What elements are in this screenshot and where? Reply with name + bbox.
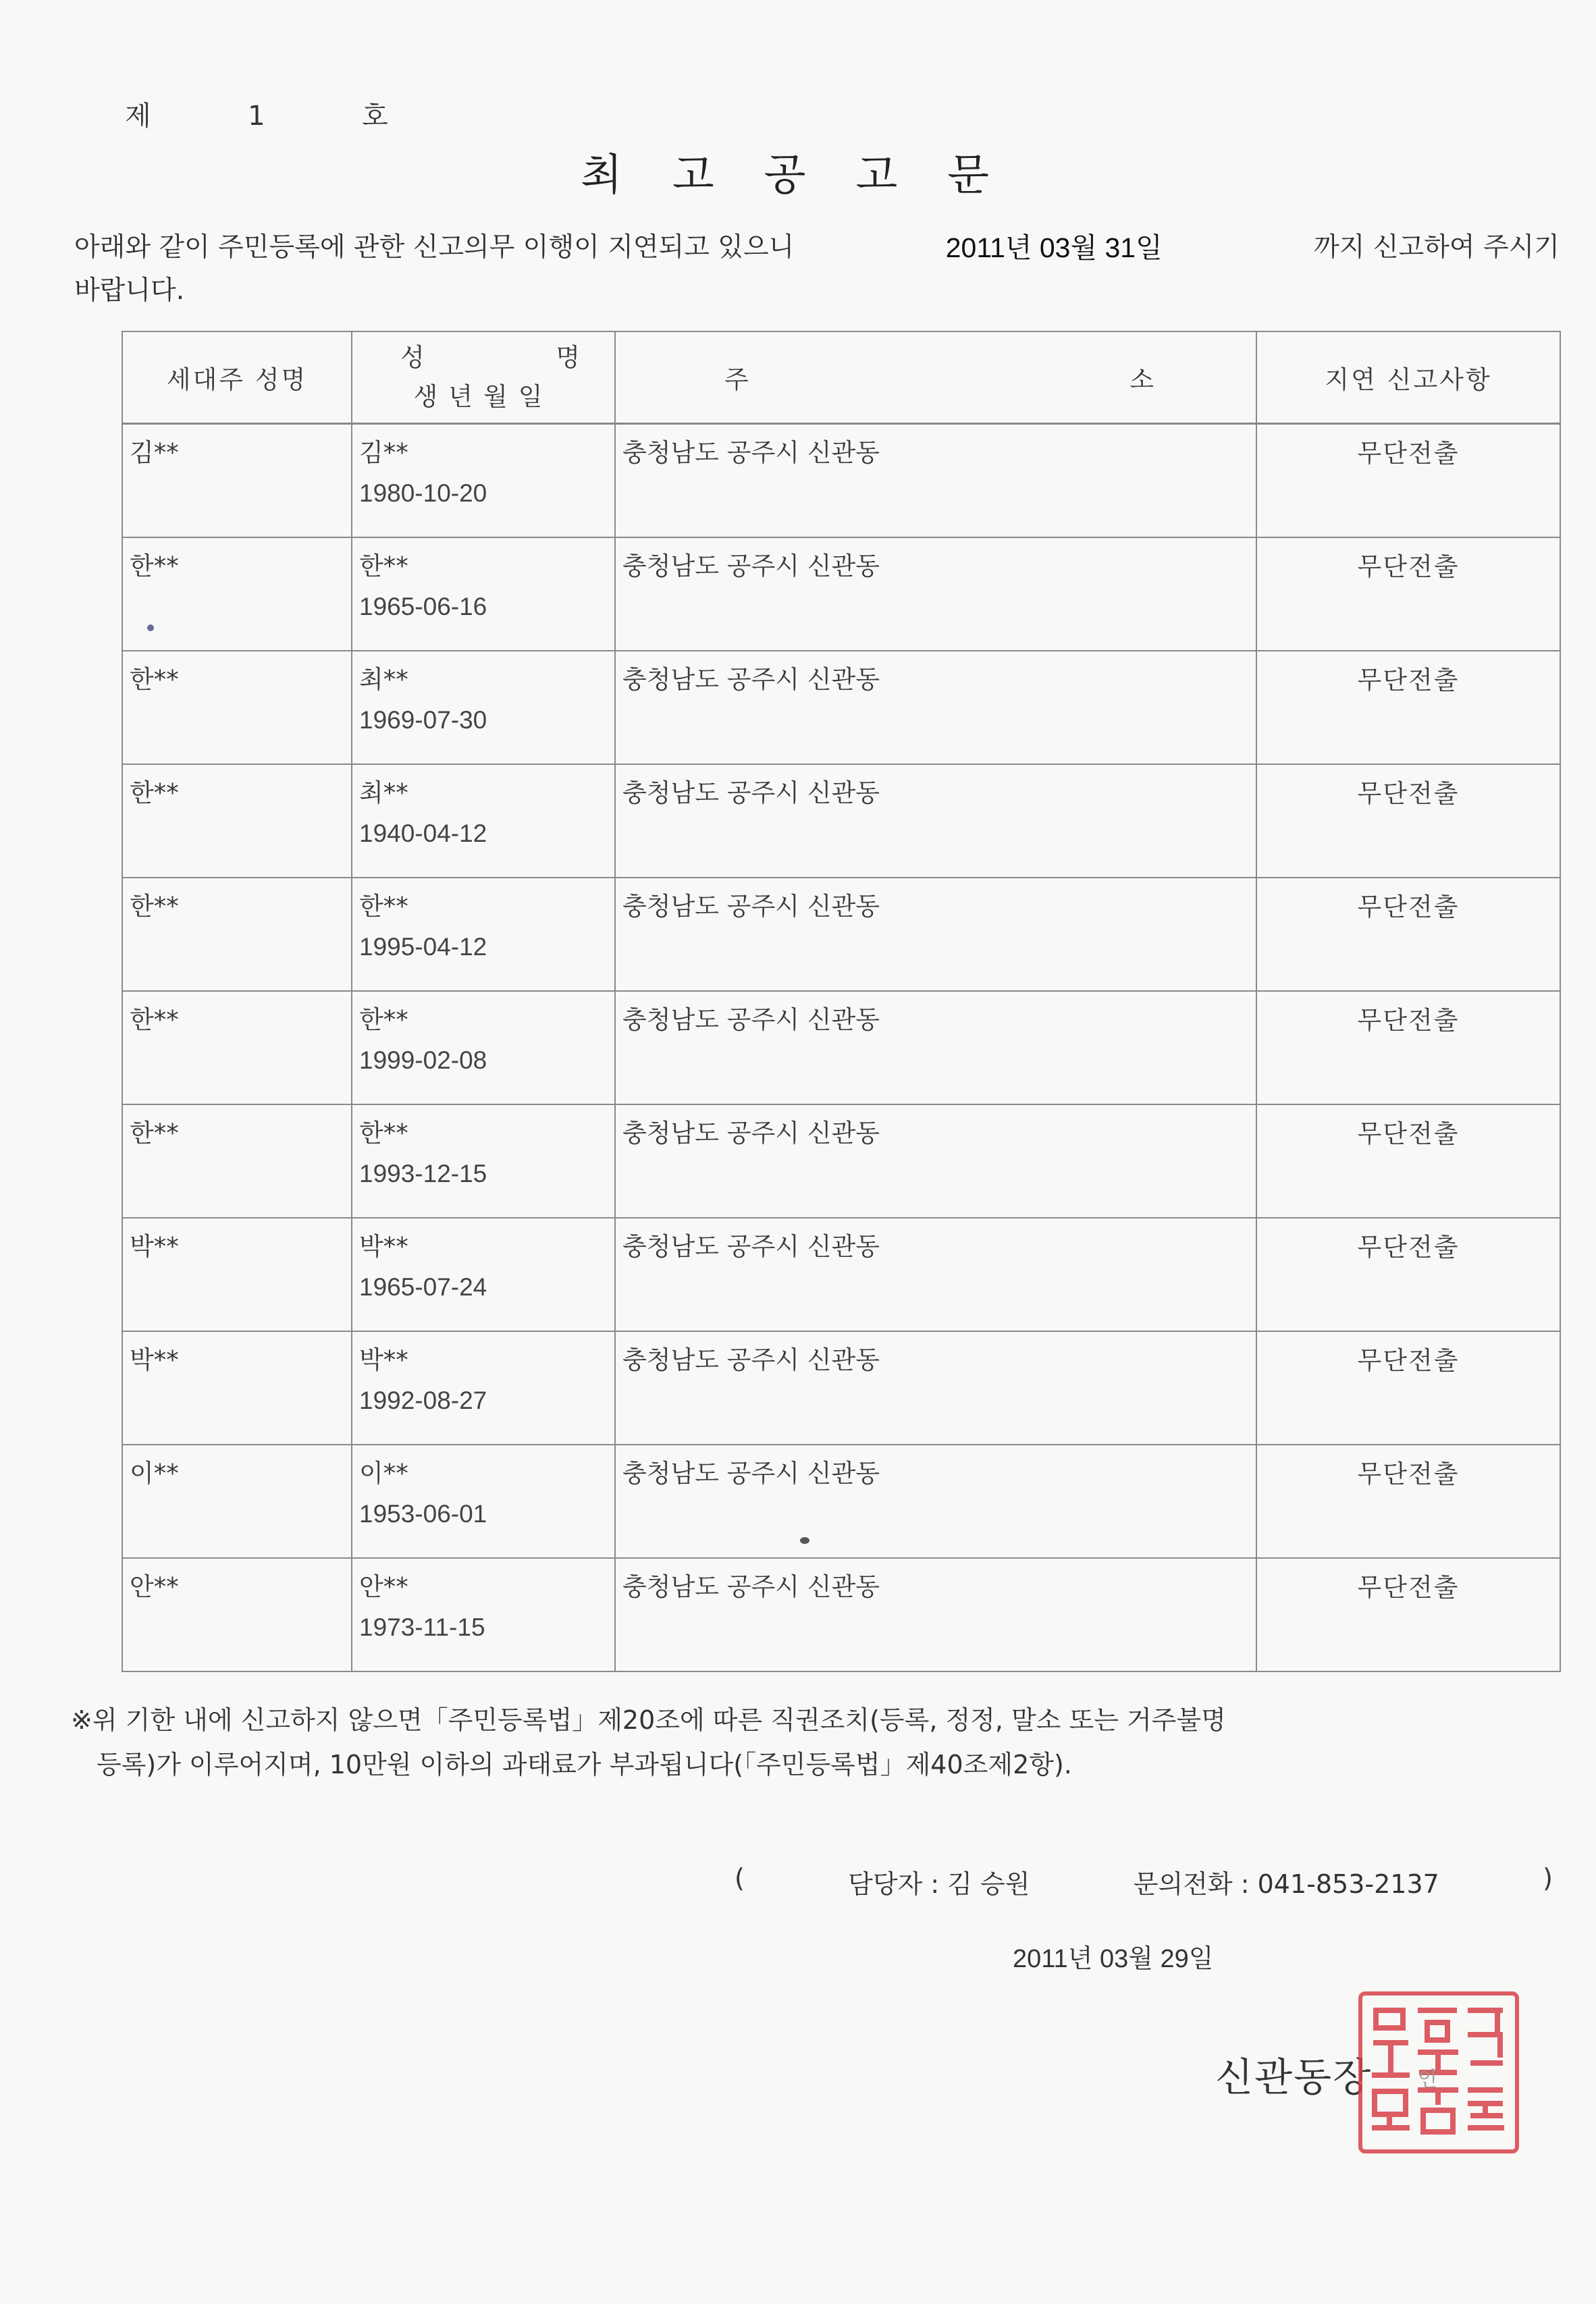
person-name: 한** bbox=[359, 1119, 408, 1148]
table-row bbox=[122, 764, 1560, 878]
householder-cell bbox=[122, 537, 352, 651]
person-name: 최** bbox=[359, 665, 408, 694]
householder-cell bbox=[122, 878, 352, 991]
householder-name: 한** bbox=[130, 892, 179, 921]
householder-name: 김** bbox=[130, 438, 179, 467]
intro-paragraph bbox=[74, 226, 1560, 313]
signer-title: 신관동장 bbox=[1215, 2054, 1373, 2100]
birth-date: 1973-11-15 bbox=[359, 1613, 485, 1641]
intro-text-start: 아래와 같이 주민등록에 관한 신고의무 이행이 지연되고 있으니 bbox=[74, 232, 795, 263]
address-cell bbox=[615, 1331, 1256, 1445]
table-row bbox=[122, 991, 1560, 1104]
table-row bbox=[122, 651, 1560, 764]
legal-note-line1: ※위 기한 내에 신고하지 않으면「주민등록법」제20조에 따른 직권조치(등록, 정정, 말소 또는 거주불명 bbox=[71, 1705, 1226, 1735]
header-birth: 생년월일 bbox=[413, 382, 554, 411]
householder-name: 한** bbox=[130, 778, 179, 807]
householder-cell bbox=[122, 651, 352, 764]
reason-text: 무단전출 bbox=[1357, 1573, 1460, 1602]
address-text: 충청남도 공주시 신관동 bbox=[622, 1232, 880, 1261]
header-name-surname: 성 bbox=[400, 343, 425, 372]
reason-text: 무단전출 bbox=[1357, 1119, 1460, 1148]
address-cell bbox=[615, 1104, 1256, 1218]
header-name-given: 명 bbox=[556, 343, 580, 372]
doc-number-suffix: 호 bbox=[361, 101, 388, 132]
reason-cell bbox=[1256, 537, 1560, 651]
birth-date: 1992-08-27 bbox=[359, 1387, 487, 1414]
householder-cell bbox=[122, 1331, 352, 1445]
doc-number-value: 1 bbox=[248, 101, 265, 132]
householder-cell bbox=[122, 764, 352, 878]
householder-name: 이** bbox=[130, 1459, 179, 1488]
householder-cell bbox=[122, 1218, 352, 1331]
householder-name: 안** bbox=[130, 1572, 179, 1601]
intro-text-line2: 바랍니다. bbox=[74, 275, 185, 306]
householder-name: 한** bbox=[130, 665, 179, 694]
contact-close-paren: ) bbox=[1543, 1863, 1553, 1893]
reason-text: 무단전출 bbox=[1357, 666, 1460, 695]
birth-date: 1965-07-24 bbox=[359, 1273, 487, 1301]
householder-name: 한** bbox=[130, 1005, 179, 1034]
page-title: 최고공고문 bbox=[581, 151, 1040, 200]
name-birth-cell bbox=[352, 764, 615, 878]
address-text: 충청남도 공주시 신관동 bbox=[622, 1572, 880, 1601]
document-number bbox=[125, 95, 388, 133]
birth-date: 1995-04-12 bbox=[359, 933, 487, 961]
address-text: 충청남도 공주시 신관동 bbox=[622, 665, 880, 694]
reason-cell bbox=[1256, 424, 1560, 538]
address-text: 충청남도 공주시 신관동 bbox=[622, 1459, 880, 1488]
reason-text: 무단전출 bbox=[1357, 439, 1460, 468]
person-name: 박** bbox=[359, 1232, 408, 1261]
table-row bbox=[122, 1218, 1560, 1331]
reason-cell bbox=[1256, 1445, 1560, 1558]
scan-speck bbox=[800, 1537, 809, 1544]
householder-cell bbox=[122, 1558, 352, 1671]
name-birth-cell bbox=[352, 537, 615, 651]
householder-cell bbox=[122, 991, 352, 1104]
legal-note bbox=[71, 1698, 1556, 1787]
person-name: 김** bbox=[359, 438, 408, 467]
address-cell bbox=[615, 878, 1256, 991]
name-birth-cell bbox=[352, 878, 615, 991]
name-birth-cell bbox=[352, 1104, 615, 1218]
reason-cell bbox=[1256, 764, 1560, 878]
official-seal-stamp bbox=[1358, 1991, 1519, 2153]
reason-text: 무단전출 bbox=[1357, 1346, 1460, 1375]
name-birth-cell bbox=[352, 991, 615, 1104]
seal-glyphs bbox=[1362, 1995, 1515, 2149]
table-row bbox=[122, 424, 1560, 538]
table-row bbox=[122, 1558, 1560, 1671]
table-row bbox=[122, 1331, 1560, 1445]
reason-cell bbox=[1256, 1558, 1560, 1671]
header-name-birth bbox=[352, 331, 615, 424]
reason-text: 무단전출 bbox=[1357, 892, 1460, 921]
doc-number-prefix: 제 bbox=[125, 101, 151, 132]
address-text: 충청남도 공주시 신관동 bbox=[622, 552, 880, 581]
reason-cell bbox=[1256, 991, 1560, 1104]
householder-name: 박** bbox=[130, 1232, 179, 1261]
address-cell bbox=[615, 537, 1256, 651]
reason-text: 무단전출 bbox=[1357, 552, 1460, 581]
address-text: 충청남도 공주시 신관동 bbox=[622, 778, 880, 807]
header-address: 주 소 bbox=[615, 331, 1256, 424]
header-householder: 세대주 성명 bbox=[122, 331, 352, 424]
householder-cell bbox=[122, 424, 352, 538]
birth-date: 1953-06-01 bbox=[359, 1500, 487, 1528]
intro-text-end: 까지 신고하여 주시기 bbox=[1314, 232, 1560, 263]
person-name: 한** bbox=[359, 1005, 408, 1034]
address-cell bbox=[615, 651, 1256, 764]
header-reason: 지연 신고사항 bbox=[1256, 331, 1560, 424]
address-text: 충청남도 공주시 신관동 bbox=[622, 1005, 880, 1034]
address-text: 충청남도 공주시 신관동 bbox=[622, 1345, 880, 1374]
table-row bbox=[122, 878, 1560, 991]
reason-cell bbox=[1256, 651, 1560, 764]
birth-date: 1993-12-15 bbox=[359, 1160, 487, 1187]
table-row bbox=[122, 1104, 1560, 1218]
contact-info bbox=[735, 1863, 1553, 1900]
birth-date: 1980-10-20 bbox=[359, 479, 487, 507]
legal-note-line2: 등록)가 이루어지며, 10만원 이하의 과태료가 부과됩니다(「주민등록법」제40조제2항). bbox=[97, 1750, 1072, 1779]
contact-phone: 문의전화 : 041-853-2137 bbox=[1133, 1869, 1439, 1899]
birth-date: 1969-07-30 bbox=[359, 706, 487, 734]
householder-name: 박** bbox=[130, 1345, 179, 1374]
reason-cell bbox=[1256, 878, 1560, 991]
reason-text: 무단전출 bbox=[1357, 1006, 1460, 1035]
householder-name: 한** bbox=[130, 552, 179, 581]
birth-date: 1940-04-12 bbox=[359, 820, 487, 847]
table-row bbox=[122, 537, 1560, 651]
seal-mark-text: 인 bbox=[1418, 2068, 1437, 2091]
householder-name: 한** bbox=[130, 1119, 179, 1148]
notice-table bbox=[122, 331, 1561, 1672]
birth-date: 1965-06-16 bbox=[359, 593, 487, 620]
scan-speck bbox=[147, 624, 154, 631]
address-cell bbox=[615, 1558, 1256, 1671]
reason-text: 무단전출 bbox=[1357, 1233, 1460, 1262]
reason-cell bbox=[1256, 1218, 1560, 1331]
address-cell bbox=[615, 1445, 1256, 1558]
address-cell bbox=[615, 764, 1256, 878]
householder-cell bbox=[122, 1104, 352, 1218]
person-name: 최** bbox=[359, 778, 408, 807]
address-cell bbox=[615, 991, 1256, 1104]
name-birth-cell bbox=[352, 424, 615, 538]
name-birth-cell bbox=[352, 651, 615, 764]
reason-cell bbox=[1256, 1104, 1560, 1218]
table-header-row bbox=[122, 331, 1560, 424]
address-cell bbox=[615, 1218, 1256, 1331]
person-name: 이** bbox=[359, 1459, 408, 1488]
reason-text: 무단전출 bbox=[1357, 779, 1460, 808]
contact-person: 담당자 : 김 승원 bbox=[848, 1869, 1030, 1899]
contact-open-paren: ( bbox=[735, 1863, 745, 1893]
householder-cell bbox=[122, 1445, 352, 1558]
birth-date: 1999-02-08 bbox=[359, 1046, 487, 1074]
address-text: 충청남도 공주시 신관동 bbox=[622, 1119, 880, 1148]
person-name: 안** bbox=[359, 1572, 408, 1601]
person-name: 한** bbox=[359, 892, 408, 921]
issue-date: 2011년 03월 29일 bbox=[1013, 1945, 1214, 1973]
name-birth-cell bbox=[352, 1218, 615, 1331]
name-birth-cell bbox=[352, 1558, 615, 1671]
address-text: 충청남도 공주시 신관동 bbox=[622, 892, 880, 921]
table-row bbox=[122, 1445, 1560, 1558]
name-birth-cell bbox=[352, 1445, 615, 1558]
person-name: 박** bbox=[359, 1345, 408, 1374]
name-birth-cell bbox=[352, 1331, 615, 1445]
reason-text: 무단전출 bbox=[1357, 1459, 1460, 1489]
person-name: 한** bbox=[359, 552, 408, 581]
address-text: 충청남도 공주시 신관동 bbox=[622, 438, 880, 467]
intro-deadline: 2011년 03월 31일 bbox=[945, 232, 1163, 263]
reason-cell bbox=[1256, 1331, 1560, 1445]
address-cell bbox=[615, 424, 1256, 538]
